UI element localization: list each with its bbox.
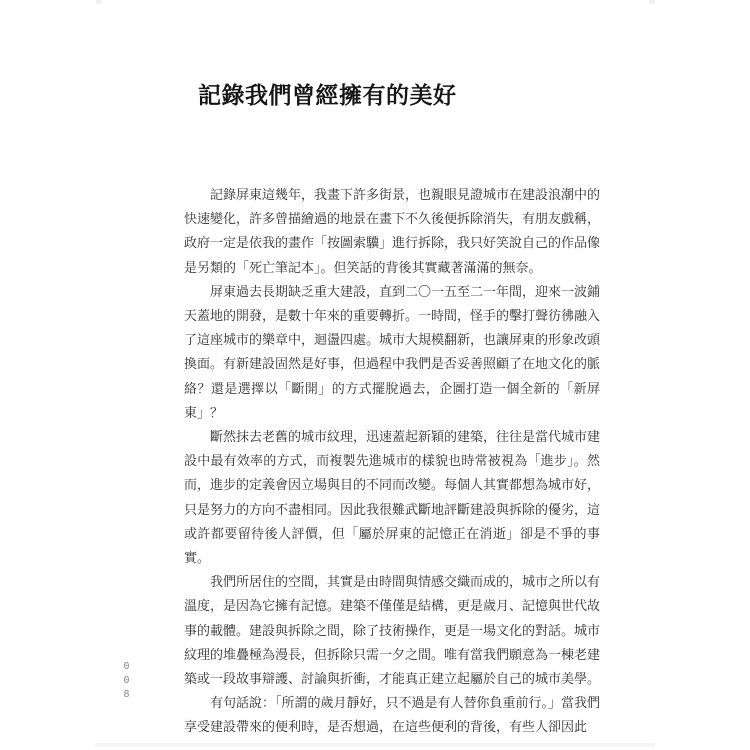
paragraph-3: 斷然抹去老舊的城市紋理，迅速蓋起新穎的建築，往往是當代城市建設中最有效率的方式，而複製先進城市的樣貌也時常被視為「進步」。然而，進步的定義會因立場與目的不同而改變。每個人其實都想為城市好，只是努力的方向不盡相同。因此我很難武斷地評斷建設與拆除的優劣，這或許都要留待後人評價，但「屬於屏東的記憶正在消逝」卻是不爭的事實。 [184,429,601,566]
paragraph-2: 屏東過去長期缺乏重大建設，直到二〇一五至二一年間，迎來一波鋪天蓋地的開發，是數十年來的重要轉折。一時間，怪手的擊打聲彷彿融入了這座城市的樂章中，迴盪四處。城市大規模翻新，也讓屏東的形象改頭換面。有新建設固然是好事，但過程中我們是否妥善照顧了在地文化的脈絡？還是選擇以「斷開」的方式擺脫過去，企圖打造一個全新的「新屏東」？ [184,283,601,420]
chapter-body [184,183,600,740]
scan-edge-bottom [95,743,655,747]
paragraph-4: 我們所居住的空間，其實是由時間與情感交織而成的，城市之所以有溫度，是因為它擁有記憶。建築不僅僅是結構，更是歲月、記憶與世代故事的載體。建設與拆除之間，除了技術操作，更是一場文化的對話。城市紋理的堆疊極為漫長，但拆除只需一夕之間。唯有當我們願意為一棟老建築或一段故事辯護、討論與折衝，才能真正建立起屬於自己的城市美學。 [184,574,601,687]
scan-edge-mark-top-right [649,0,655,4]
chapter-title: 記錄我們曾經擁有的美好 [198,83,457,109]
paragraph-5: 有句話說：「所謂的歲月靜好，只不過是有人替你負重前行。」當我們享受建設帶來的便利時，是否想過，在這些便利的背後，有些人卻因此 [184,695,601,735]
paragraph-1: 記錄屏東這幾年，我畫下許多街景，也親眼見證城市在建設浪潮中的快速變化，許多曾描繪過的地景在畫下不久後便拆除消失，有朋友戲稱，政府一定是依我的畫作「按圖索驥」進行拆除，我只好笑說自己的作品像是另類的「死亡筆記本」。但笑話的背後其實藏著滿滿的無奈。 [184,187,601,275]
scan-edge-mark-top-left [96,0,102,4]
page-number: 008 [121,661,132,703]
